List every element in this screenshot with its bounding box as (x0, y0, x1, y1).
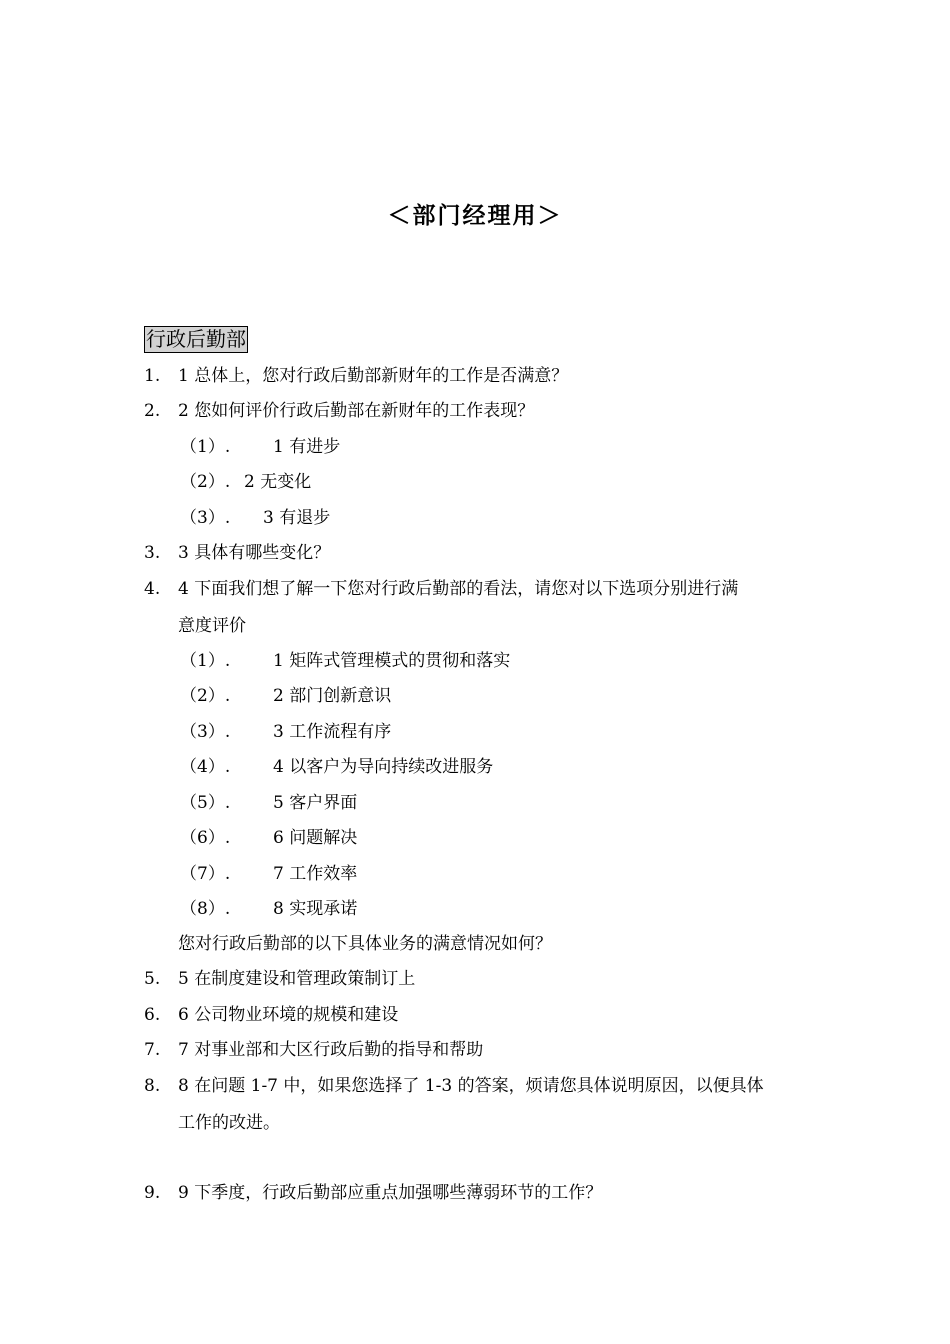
option-text: 1 矩阵式管理模式的贯彻和落实 (273, 651, 511, 671)
option-number: （1）. (180, 437, 231, 457)
question-number: 7. (144, 1040, 161, 1060)
question-text: 5 在制度建设和管理政策制订上 (178, 969, 416, 989)
intro-text-content: 您对行政后勤部的以下具体业务的满意情况如何？ (178, 934, 552, 954)
question-number: 1. (144, 366, 161, 386)
question-number: 2. (144, 401, 161, 421)
option-number: （1）. (180, 651, 231, 671)
option-text: 3 有退步 (263, 508, 331, 528)
question-text: 8 在问题 1-7 中，如果您选择了 1-3 的答案，烦请您具体说明原因，以便具体 (178, 1076, 764, 1096)
option-number: （7）. (180, 864, 231, 884)
question-number: 3. (144, 543, 161, 563)
question-text: 7 对事业部和大区行政后勤的指导和帮助 (178, 1040, 484, 1060)
option-text: 2 无变化 (244, 472, 312, 492)
option-number: （8）. (180, 899, 231, 919)
question-text: 4 下面我们想了解一下您对行政后勤部的看法，请您对以下选项分别进行满 (178, 579, 739, 599)
section-heading: 行政后勤部 (146, 327, 246, 351)
question-text: 意度评价 (178, 616, 246, 636)
option-text: 4 以客户为导向持续改进服务 (273, 757, 494, 777)
option-text: 2 部门创新意识 (273, 686, 392, 706)
question-number: 9. (144, 1183, 161, 1203)
question-number: 8. (144, 1076, 161, 1096)
option-number: （4）. (180, 757, 231, 777)
question-text: 工作的改进。 (178, 1113, 280, 1133)
question-text: 9 下季度，行政后勤部应重点加强哪些薄弱环节的工作？ (178, 1183, 603, 1203)
option-text: 7 工作效率 (273, 864, 358, 884)
option-text: 3 工作流程有序 (273, 722, 392, 742)
question-text: 2 您如何评价行政后勤部在新财年的工作表现？ (178, 401, 535, 421)
option-text: 5 客户界面 (273, 793, 358, 813)
option-number: （5）. (180, 793, 231, 813)
option-number: （3）. (180, 508, 231, 528)
option-number: （6）. (180, 828, 231, 848)
question-number: 5. (144, 969, 161, 989)
option-text: 1 有进步 (273, 437, 341, 457)
page-title: ＜部门经理用＞ (387, 203, 563, 229)
option-number: （2）. (180, 686, 231, 706)
question-text: 3 具体有哪些变化？ (178, 543, 331, 563)
option-number: （2）. (180, 472, 231, 492)
option-text: 8 实现承诺 (273, 899, 358, 919)
option-text: 6 问题解决 (273, 828, 358, 848)
question-number: 4. (144, 579, 161, 599)
question-text: 1 总体上，您对行政后勤部新财年的工作是否满意？ (178, 366, 569, 386)
option-number: （3）. (180, 722, 231, 742)
question-number: 6. (144, 1005, 161, 1025)
question-text: 6 公司物业环境的规模和建设 (178, 1005, 399, 1025)
